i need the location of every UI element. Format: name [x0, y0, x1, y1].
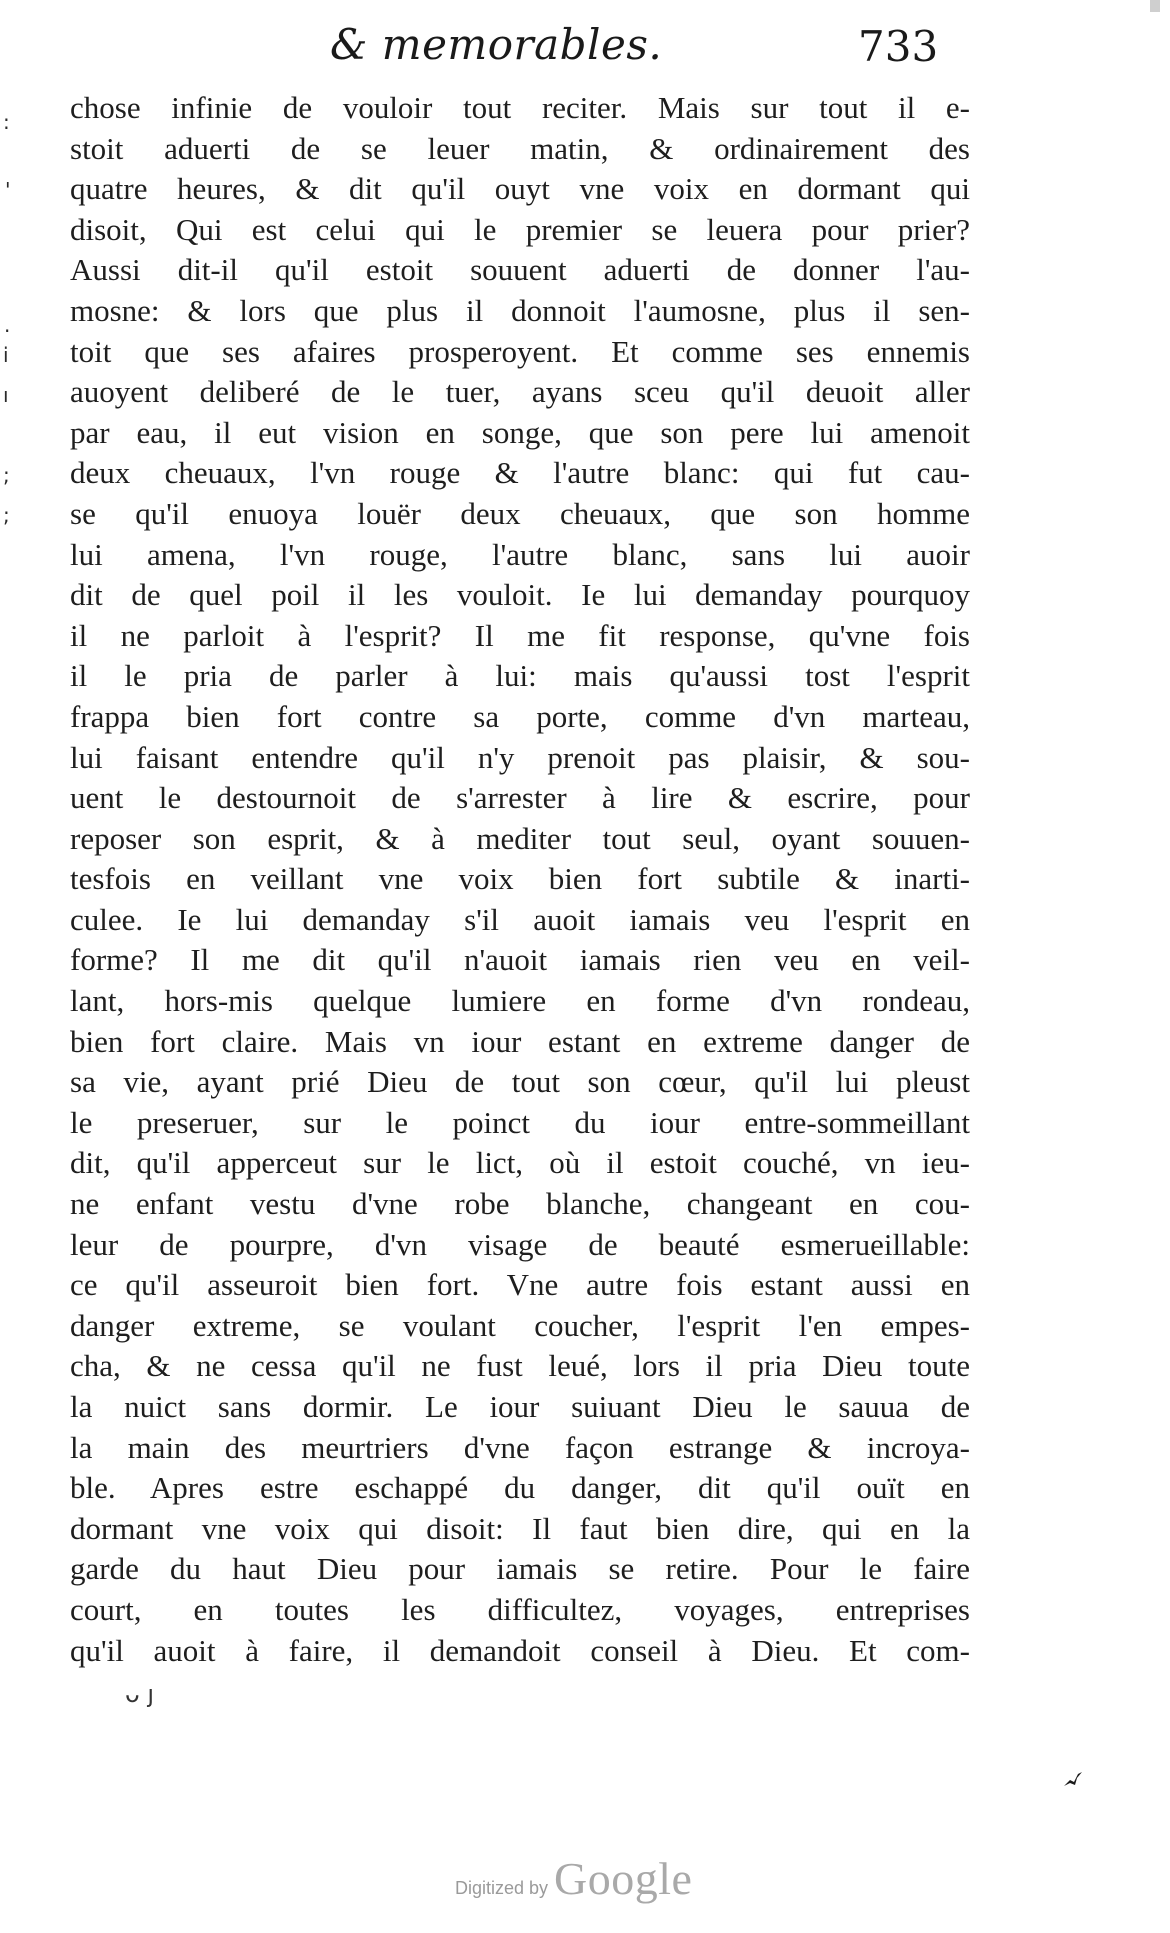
- text-line: court, en toutes les difficultez, voyages, entreprises: [70, 1591, 970, 1627]
- text-line: bien fort claire. Mais vn iour estant en extreme danger de: [70, 1023, 970, 1059]
- text-line: danger extreme, se voulant coucher, l'esprit l'en empes-: [70, 1307, 970, 1343]
- text-line: la main des meurtriers d'vne façon estrange & incroya-: [70, 1429, 970, 1465]
- text-line: sa vie, ayant prié Dieu de tout son cœur, qu'il lui pleust: [70, 1064, 970, 1100]
- text-line: ne enfant vestu d'vne robe blanche, changeant en cou-: [70, 1186, 970, 1222]
- text-line: auoyent deliberé de le tuer, ayans sceu qu'il deuoit aller: [70, 374, 970, 410]
- text-line: la nuict sans dormir. Le iour suiuant Dieu le sauua de: [70, 1389, 970, 1424]
- margin-bleed-mark: ;: [3, 503, 10, 527]
- text-line: tesfois en veillant vne voix bien fort subtile & inarti-: [70, 861, 970, 897]
- text-line: dit, qu'il apperceut sur le lict, où il estoit couché, vn ieu-: [70, 1145, 970, 1181]
- margin-bleed-mark: i: [3, 343, 9, 367]
- text-line: ce qu'il asseuroit bien fort. Vne autre fois estant aussi en: [70, 1267, 970, 1303]
- text-line: disoit, Qui est celui qui le premier se leuera pour prier?: [70, 211, 970, 247]
- running-head: & memorables.: [330, 20, 663, 69]
- page-number: 733: [858, 22, 939, 71]
- text-line: mosne: & lors que plus il donnoit l'aumosne, plus il sen-: [70, 292, 970, 328]
- text-line: qu'il auoit à faire, il demandoit conseil à Dieu. Et com-: [70, 1632, 970, 1668]
- text-line: lui faisant entendre qu'il n'y prenoit pas plaisir, & sou-: [70, 739, 970, 775]
- text-line: il ne parloit à l'esprit? Il me fit response, qu'vne fois: [70, 617, 970, 653]
- text-line: se qu'il enuoya louër deux cheuaux, que son homme: [70, 495, 970, 531]
- text-line: toit que ses afaires prosperoyent. Et comme ses ennemis: [70, 333, 970, 369]
- text-line: uent le destournoit de s'arrester à lire & escrire, pour: [70, 780, 970, 816]
- text-line: forme? Il me dit qu'il n'auoit iamais rien veu en veil-: [70, 942, 970, 978]
- text-line: leur de pourpre, d'vn visage de beauté esmerueillable:: [70, 1226, 970, 1262]
- text-line: ble. Apres estre eschappé du danger, dit qu'il ouït en: [70, 1470, 970, 1506]
- margin-bleed-mark: :: [3, 110, 10, 134]
- text-line: cha, & ne cessa qu'il ne fust leué, lors il pria Dieu toute: [70, 1348, 970, 1384]
- text-line: culee. Ie lui demanday s'il auoit iamais veu l'esprit en: [70, 901, 970, 937]
- signature-mark: ᴗ ȷ: [125, 1680, 154, 1708]
- text-line: Aussi dit-il qu'il estoit souuent aduerti de donner l'au-: [70, 252, 970, 288]
- text-line: lant, hors-mis quelque lumiere en forme d'vn rondeau,: [70, 983, 970, 1019]
- scan-corner-artifact: [1150, 0, 1160, 12]
- text-line: dit de quel poil il les vouloit. Ie lui demanday pourquoy: [70, 577, 970, 613]
- margin-bleed-mark: ı: [3, 383, 9, 407]
- digitized-by-label: Digitized by: [455, 1878, 549, 1898]
- ink-speck: [1062, 1768, 1084, 1790]
- text-line: garde du haut Dieu pour iamais se retire. Pour le faire: [70, 1551, 970, 1587]
- body-text: [70, 88, 970, 1671]
- text-line: il le pria de parler à lui: mais qu'aussi tost l'esprit: [70, 658, 970, 694]
- margin-bleed-mark: .: [4, 313, 11, 337]
- text-line: deux cheuaux, l'vn rouge & l'autre blanc: qui fut cau-: [70, 455, 970, 491]
- google-logo: Google: [554, 1853, 693, 1904]
- text-line: quatre heures, & dit qu'il ouyt vne voix en dormant qui: [70, 171, 970, 207]
- margin-bleed-mark: ;: [3, 463, 10, 487]
- text-line: lui amena, l'vn rouge, l'autre blanc, sans lui auoir: [70, 536, 970, 572]
- text-line: frappa bien fort contre sa porte, comme d'vn marteau,: [70, 698, 970, 734]
- text-line: chose infinie de vouloir tout reciter. Mais sur tout il e-: [70, 90, 970, 125]
- text-line: par eau, il eut vision en songe, que son pere lui amenoit: [70, 414, 970, 450]
- text-line: dormant vne voix qui disoit: Il faut bien dire, qui en la: [70, 1510, 970, 1546]
- digitized-watermark: [455, 1852, 692, 1912]
- text-line: le preseruer, sur le poinct du iour entre-sommeillant: [70, 1104, 970, 1140]
- text-line: stoit aduerti de se leuer matin, & ordinairement des: [70, 130, 970, 166]
- margin-bleed-mark: ': [5, 178, 11, 202]
- text-line: reposer son esprit, & à mediter tout seul, oyant souuen-: [70, 820, 970, 856]
